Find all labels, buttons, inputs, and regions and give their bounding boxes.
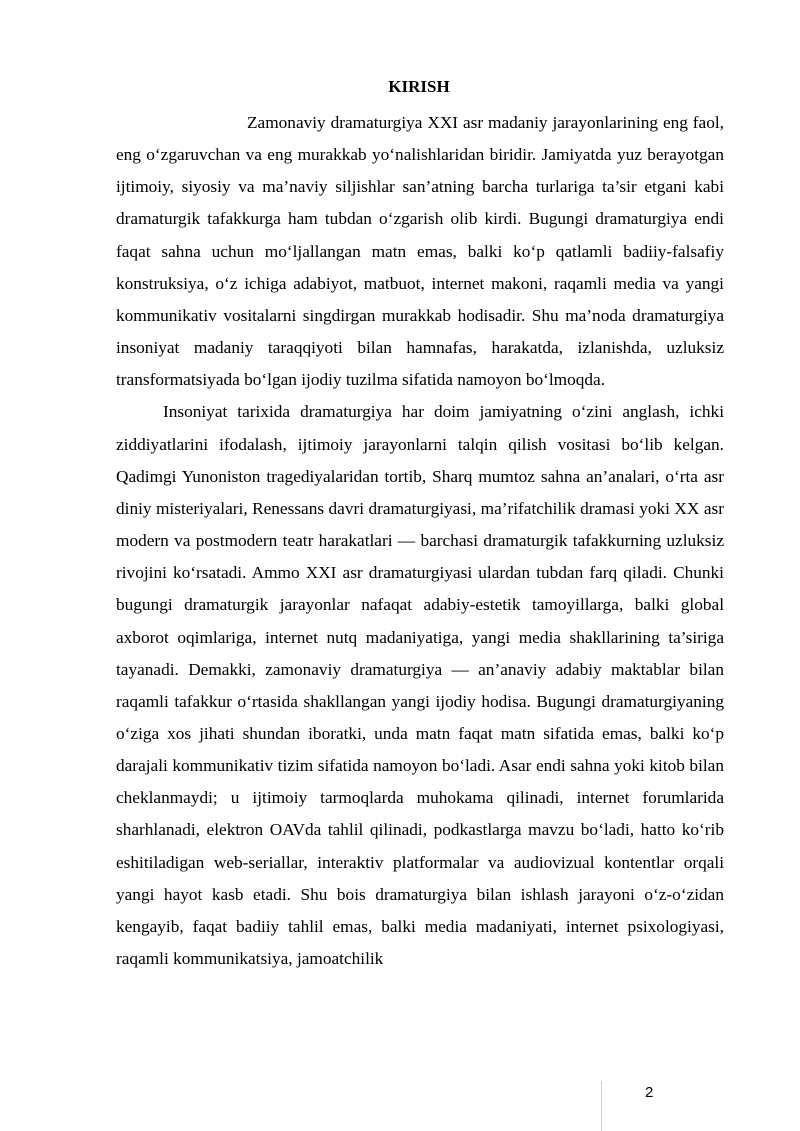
- paragraph-intro: Zamonaviy dramaturgiya XXI asr madaniy jarayonlarining eng faol, eng o‘zgaruvchan va eng murakkab yo‘nalishlaridan biridir. Jamiyatda yuz berayotgan ijtimoiy, siyosiy va ma’naviy siljishlar san’atning barcha turlariga ta’sir etgani kabi dramaturgik tafakkurga ham tubdan o‘zgarish olib kirdi. Bugungi dramaturgiya endi faqat sahna uchun mo‘ljallangan matn emas, balki ko‘p qatlamli badiiy-falsafiy konstruksiya, o‘z ichiga adabiyot, matbuot, internet makoni, raqamli media va yangi kommunikativ vositalarni singdirgan murakkab hodisadir. Shu ma’noda dramaturgiya insoniyat madaniy taraqqiyoti bilan hamnafas, harakatda, izlanishda, uzluksiz transformatsiyada bo‘lgan ijodiy tuzilma sifatida namoyon bo‘lmoqda.: [116, 113, 724, 390]
- page-number-divider: [601, 1081, 602, 1131]
- paragraph-history: Insoniyat tarixida dramaturgiya har doim jamiyatning o‘zini anglash, ichki ziddiyatlarini ifodalash, ijtimoiy jarayonlarni talqin qilish vositasi bo‘lib kelgan. Qadimgi Yunoniston tragediyalaridan tortib, Sharq mumtoz sahna an’analari, o‘rta asr diniy misteriyalari, Renessans davri dramaturgiyasi, ma’rifatchilik dramasi yoki XX asr modern va postmodern teatr harakatlari — barchasi dramaturgik tafakkurning uzluksiz rivojini ko‘rsatadi. Ammo XXI asr dramaturgiyasi ulardan tubdan farq qiladi. Chunki bugungi dramaturgik jarayonlar nafaqat adabiy-estetik tamoyillarga, balki global axborot oqimlariga, internet nutq madaniyatiga, yangi media shakllarining ta’siriga tayanadi. Demakki, zamonaviy dramaturgiya — an’anaviy adabiy maktablar bilan raqamli tafakkur o‘rtasida shakllangan yangi ijodiy hodisa. Bugungi dramaturgiyaning o‘ziga xos jihati shundan iboratki, unda matn faqat matn sifatida emas, balki ko‘p darajali kommunikativ tizim sifatida namoyon bo‘ladi. Asar endi sahna yoki kitob bilan cheklanmaydi; u ijtimoiy tarmoqlarda muhokama qilinadi, internet forumlarida sharhlanadi, elektron OAVda tahlil qilinadi, podkastlarga mavzu bo‘ladi, hatto ko‘rib eshitiladigan web-seriallar, interaktiv platformalar va audiovizual kontentlar orqali yangi hayot kasb etadi. Shu bois dramaturgiya bilan ishlash jarayoni o‘z-o‘zidan kengayib, faqat badiiy tahlil emas, balki media madaniyati, internet psixologiyasi, raqamli kommunikatsiya, jamoatchilik: [116, 402, 724, 969]
- page-number: 2: [645, 1084, 654, 1101]
- section-heading: KIRISH: [388, 77, 450, 96]
- body-text: [116, 107, 724, 975]
